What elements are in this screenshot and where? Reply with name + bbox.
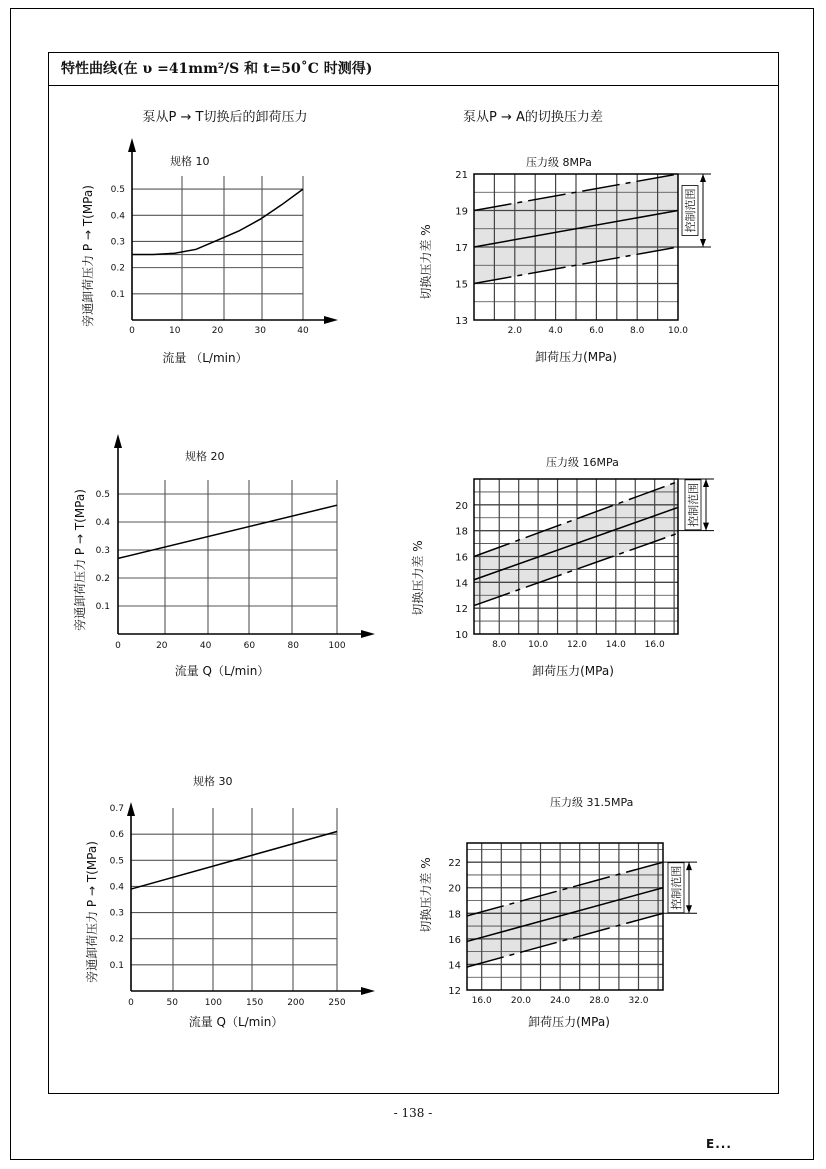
x-axis-label: 卸荷压力(MPa) bbox=[528, 1015, 610, 1029]
range-arrow-up bbox=[703, 479, 709, 487]
chart-subtitle: 压力级 16MPa bbox=[546, 456, 619, 469]
chart-subtitle: 压力级 8MPa bbox=[526, 156, 592, 169]
x-tick-label: 14.0 bbox=[605, 640, 626, 650]
x-tick-label: 50 bbox=[166, 998, 178, 1008]
x-tick-label: 0 bbox=[115, 641, 121, 651]
x-axis-arrow bbox=[361, 630, 375, 638]
x-axis-label: 流量 Q（L/min） bbox=[174, 664, 270, 678]
y-tick-label: 0.3 bbox=[110, 237, 125, 248]
y-tick-label: 0.6 bbox=[109, 830, 124, 841]
y-axis-label: 旁通卸荷压力 P → T(MPa) bbox=[81, 185, 95, 327]
chart-4 bbox=[410, 455, 714, 678]
y-tick-label: 0.1 bbox=[109, 960, 124, 971]
y-tick-label: 10 bbox=[455, 630, 468, 641]
x-axis-label: 流量 （L/min） bbox=[162, 351, 248, 365]
y-axis-label: 切换压力差 % bbox=[411, 540, 425, 616]
range-arrow-down bbox=[686, 905, 692, 913]
footer-mark: E... bbox=[706, 1137, 732, 1151]
range-arrow-down bbox=[700, 239, 706, 247]
series-line-1 bbox=[132, 189, 303, 254]
y-tick-label: 0.5 bbox=[110, 185, 125, 196]
chart-title: 泵从P → A的切换压力差 bbox=[463, 110, 603, 125]
y-tick-label: 14 bbox=[448, 960, 461, 972]
x-axis-label: 流量 Q（L/min） bbox=[188, 1015, 284, 1029]
y-tick-label: 19 bbox=[455, 206, 468, 218]
x-tick-label: 20 bbox=[211, 326, 224, 336]
page-number: - 138 - bbox=[393, 1106, 433, 1120]
x-tick-label: 8.0 bbox=[492, 640, 507, 650]
x-tick-label: 2.0 bbox=[507, 326, 522, 336]
x-axis-label: 卸荷压力(MPa) bbox=[535, 350, 617, 364]
x-tick-label: 0 bbox=[129, 326, 135, 336]
y-tick-label: 0.5 bbox=[95, 490, 110, 500]
x-tick-label: 150 bbox=[246, 998, 264, 1008]
chart-5 bbox=[84, 774, 375, 1029]
page-title: 特性曲线(在 υ =41mm²/S 和 t=50˚C 时测得) bbox=[49, 53, 778, 86]
y-tick-label: 14 bbox=[455, 578, 468, 590]
chart-3 bbox=[72, 434, 375, 678]
x-tick-label: 28.0 bbox=[589, 996, 610, 1006]
y-tick-label: 22 bbox=[448, 858, 461, 870]
x-tick-label: 16.0 bbox=[471, 996, 492, 1006]
y-tick-label: 0.4 bbox=[109, 882, 124, 893]
y-tick-label: 20 bbox=[448, 883, 461, 895]
x-tick-label: 8.0 bbox=[630, 326, 645, 336]
y-axis-arrow bbox=[114, 434, 122, 448]
chart-title: 泵从P → T切换后的卸荷压力 bbox=[142, 110, 308, 125]
y-tick-label: 0.1 bbox=[110, 289, 125, 300]
x-axis-label: 卸荷压力(MPa) bbox=[532, 664, 614, 678]
range-label: 控制范围 bbox=[684, 188, 697, 233]
y-tick-label: 0.2 bbox=[109, 934, 124, 945]
x-tick-label: 12.0 bbox=[566, 640, 587, 650]
y-axis-arrow bbox=[128, 138, 136, 152]
y-tick-label: 0.3 bbox=[109, 908, 124, 919]
range-label: 控制范围 bbox=[687, 482, 700, 527]
y-axis-label: 旁通卸荷压力 P → T(MPa) bbox=[73, 489, 87, 631]
x-tick-label: 0 bbox=[128, 998, 134, 1008]
x-tick-label: 10 bbox=[169, 326, 181, 336]
x-tick-label: 40 bbox=[297, 326, 309, 336]
x-tick-label: 10.0 bbox=[528, 640, 549, 650]
x-axis-arrow bbox=[324, 316, 338, 324]
y-axis-label: 旁通卸荷压力 P → T(MPa) bbox=[85, 841, 99, 983]
range-arrow-down bbox=[703, 523, 709, 531]
x-tick-label: 20.0 bbox=[510, 996, 531, 1006]
x-tick-label: 4.0 bbox=[548, 326, 563, 336]
y-tick-label: 18 bbox=[448, 909, 461, 921]
y-tick-label: 15 bbox=[455, 279, 468, 291]
y-tick-label: 21 bbox=[455, 170, 468, 181]
y-tick-label: 0.5 bbox=[109, 856, 124, 867]
x-tick-label: 40 bbox=[199, 641, 212, 651]
x-tick-label: 20 bbox=[156, 641, 168, 651]
y-tick-label: 0.1 bbox=[95, 602, 110, 612]
range-label: 控制范围 bbox=[670, 865, 683, 910]
chart-2 bbox=[418, 109, 711, 364]
x-tick-label: 100 bbox=[328, 641, 346, 651]
range-arrow-up bbox=[700, 174, 706, 182]
x-tick-label: 200 bbox=[287, 998, 305, 1008]
y-tick-label: 12 bbox=[455, 604, 468, 616]
x-tick-label: 24.0 bbox=[550, 996, 571, 1006]
y-axis-arrow bbox=[127, 802, 135, 816]
y-tick-label: 16 bbox=[448, 934, 461, 946]
y-tick-label: 20 bbox=[455, 500, 468, 512]
y-tick-label: 0.4 bbox=[110, 211, 125, 222]
y-tick-label: 0.3 bbox=[95, 546, 110, 556]
y-tick-label: 0.2 bbox=[110, 263, 125, 274]
y-tick-label: 0.2 bbox=[95, 574, 110, 584]
y-tick-label: 18 bbox=[455, 526, 468, 538]
x-tick-label: 30 bbox=[254, 326, 266, 336]
x-tick-label: 100 bbox=[204, 998, 222, 1008]
x-tick-label: 6.0 bbox=[589, 326, 604, 336]
x-tick-label: 10.0 bbox=[667, 326, 689, 336]
x-axis-arrow bbox=[361, 987, 375, 995]
chart-subtitle: 规格 10 bbox=[170, 155, 210, 168]
x-tick-label: 16.0 bbox=[644, 640, 665, 650]
chart-subtitle: 规格 20 bbox=[185, 450, 225, 463]
y-tick-label: 12 bbox=[448, 986, 461, 997]
y-axis-label: 切换压力差 % bbox=[419, 857, 433, 933]
x-tick-label: 32.0 bbox=[628, 996, 649, 1006]
x-tick-label: 250 bbox=[328, 998, 346, 1008]
chart-subtitle: 压力级 31.5MPa bbox=[550, 796, 634, 809]
chart-6 bbox=[418, 795, 697, 1029]
y-axis-label: 切换压力差 % bbox=[419, 224, 433, 300]
y-tick-label: 16 bbox=[455, 552, 468, 564]
y-tick-label: 17 bbox=[455, 243, 468, 254]
y-tick-label: 13 bbox=[455, 316, 468, 327]
y-tick-label: 0.4 bbox=[95, 518, 110, 528]
x-tick-label: 60 bbox=[243, 641, 256, 651]
y-tick-label: 0.7 bbox=[109, 804, 124, 814]
x-tick-label: 80 bbox=[287, 641, 299, 651]
range-arrow-up bbox=[686, 862, 692, 870]
chart-subtitle: 规格 30 bbox=[193, 775, 233, 788]
chart-1 bbox=[80, 109, 338, 365]
